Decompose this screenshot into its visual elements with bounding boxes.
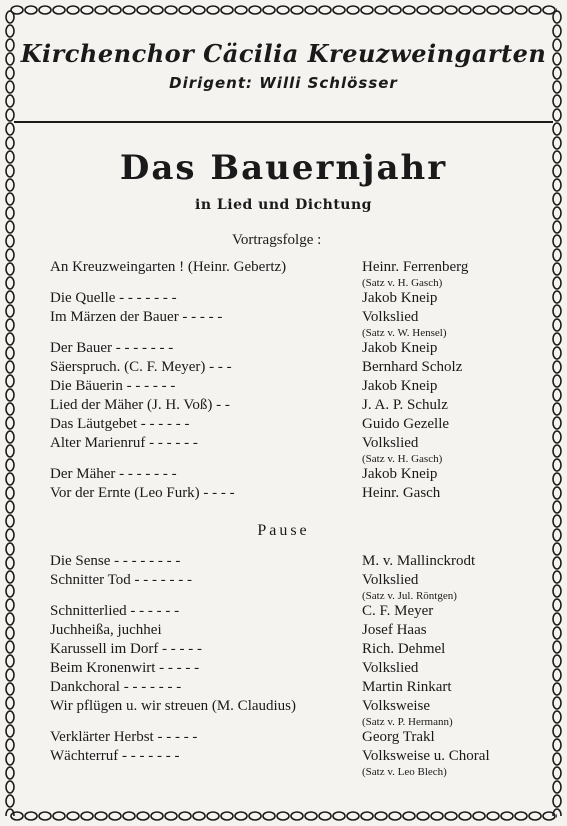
ornamental-border-bottom xyxy=(10,810,557,822)
program-entry xyxy=(50,415,520,434)
header-divider xyxy=(14,121,553,123)
entry-title: Das Läutgebet - - - - - - xyxy=(50,416,190,432)
entry-composer: Jakob Kneip xyxy=(362,340,438,356)
entry-composer: M. v. Mallinckrodt xyxy=(362,553,476,569)
entry-composer-cell xyxy=(362,602,520,621)
program-entry xyxy=(50,678,520,697)
entry-composer: J. A. P. Schulz xyxy=(362,397,448,413)
entry-title: Die Quelle - - - - - - - xyxy=(50,290,177,306)
program-subtitle: in Lied und Dichtung xyxy=(195,197,372,213)
entry-composer-cell xyxy=(362,678,520,697)
program-entry xyxy=(50,258,520,289)
entry-title: Säerspruch. (C. F. Meyer) - - - xyxy=(50,359,232,375)
entry-arrangement-note: (Satz v. Leo Blech) xyxy=(362,766,447,778)
program-entry xyxy=(50,659,520,678)
entry-title: Der Mäher - - - - - - - xyxy=(50,466,177,482)
conductor-line: Dirigent: Willi Schlösser xyxy=(169,74,398,92)
entry-title: Der Bauer - - - - - - - xyxy=(50,340,174,356)
entry-composer-cell xyxy=(362,552,520,571)
entry-composer-cell xyxy=(362,747,520,778)
program-entry xyxy=(50,308,520,339)
program-heading: Vortragsfolge : xyxy=(232,232,322,248)
entry-title: Wächterruf - - - - - - - xyxy=(50,748,180,764)
entry-title: Wir pflügen u. wir streuen (M. Claudius) xyxy=(50,698,297,714)
entry-title: Im Märzen der Bauer - - - - - xyxy=(50,309,223,325)
entry-composer-cell xyxy=(362,258,520,289)
entry-title: An Kreuzweingarten ! (Heinr. Gebertz) xyxy=(50,259,287,275)
entry-composer-cell xyxy=(362,640,520,659)
entry-composer: Volkslied xyxy=(362,660,419,676)
entry-title: Alter Marienruf - - - - - - xyxy=(50,435,198,451)
entry-composer: Volksweise xyxy=(362,698,431,714)
entry-composer: Jakob Kneip xyxy=(362,378,438,394)
entry-title: Vor der Ernte (Leo Furk) - - - - xyxy=(50,485,235,501)
entry-title: Schnitterlied - - - - - - xyxy=(50,603,180,619)
ornamental-border-top xyxy=(10,4,557,16)
program-entry xyxy=(50,377,520,396)
choir-name: Kirchenchor Cäcilia Kreuzweingarten xyxy=(20,39,547,68)
entry-composer: Volkslied xyxy=(362,309,419,325)
program-part-2 xyxy=(50,552,520,778)
program-entry xyxy=(50,602,520,621)
entry-composer-cell xyxy=(362,697,520,728)
entry-composer: Georg Trakl xyxy=(362,729,435,745)
entry-title: Karussell im Dorf - - - - - xyxy=(50,641,203,657)
entry-composer: Heinr. Gasch xyxy=(362,485,441,501)
entry-composer: Jakob Kneip xyxy=(362,290,438,306)
program-title: Das Bauernjahr xyxy=(119,148,448,188)
entry-composer: Volksweise u. Choral xyxy=(362,748,490,764)
header xyxy=(20,40,547,92)
entry-arrangement-note: (Satz v. P. Hermann) xyxy=(362,716,453,728)
program-entry xyxy=(50,697,520,728)
entry-title: Die Sense - - - - - - - - xyxy=(50,553,181,569)
program-entry xyxy=(50,358,520,377)
entry-title: Lied der Mäher (J. H. Voß) - - xyxy=(50,397,230,413)
entry-composer: Volkslied xyxy=(362,572,419,588)
entry-composer: C. F. Meyer xyxy=(362,603,434,619)
program-entry xyxy=(50,339,520,358)
entry-title: Dankchoral - - - - - - - xyxy=(50,679,182,695)
program-entry xyxy=(50,640,520,659)
entry-composer-cell xyxy=(362,434,520,465)
entry-composer-cell xyxy=(362,289,520,308)
program-entry xyxy=(50,621,520,640)
entry-composer: Bernhard Scholz xyxy=(362,359,463,375)
entry-arrangement-note: (Satz v. H. Gasch) xyxy=(362,277,443,289)
program-part-1 xyxy=(50,258,520,503)
entry-composer-cell xyxy=(362,571,520,602)
entry-composer-cell xyxy=(362,728,520,747)
entry-title: Juchheißa, juchhei xyxy=(50,622,162,638)
ornamental-border-right xyxy=(551,10,563,816)
program-entry xyxy=(50,484,520,503)
entry-composer-cell xyxy=(362,358,520,377)
entry-composer-cell xyxy=(362,415,520,434)
pause-label: Pause xyxy=(257,522,310,539)
program-entry xyxy=(50,434,520,465)
entry-composer-cell xyxy=(362,396,520,415)
entry-composer: Heinr. Ferrenberg xyxy=(362,259,469,275)
program-entry xyxy=(50,552,520,571)
entry-composer: Josef Haas xyxy=(362,622,427,638)
entry-composer: Rich. Dehmel xyxy=(362,641,446,657)
entry-arrangement-note: (Satz v. W. Hensel) xyxy=(362,327,447,339)
entry-composer: Volkslied xyxy=(362,435,419,451)
entry-title: Beim Kronenwirt - - - - - xyxy=(50,660,200,676)
entry-composer: Jakob Kneip xyxy=(362,466,438,482)
entry-composer-cell xyxy=(362,484,520,503)
entry-title: Schnitter Tod - - - - - - - xyxy=(50,572,192,588)
program-entry xyxy=(50,728,520,747)
entry-composer: Guido Gezelle xyxy=(362,416,450,432)
entry-title: Verklärter Herbst - - - - - xyxy=(50,729,198,745)
entry-title: Die Bäuerin - - - - - - xyxy=(50,378,176,394)
program-entry xyxy=(50,571,520,602)
entry-composer-cell xyxy=(362,465,520,484)
entry-arrangement-note: (Satz v. Jul. Röntgen) xyxy=(362,590,457,602)
entry-arrangement-note: (Satz v. H. Gasch) xyxy=(362,453,443,465)
entry-composer: Martin Rinkart xyxy=(362,679,452,695)
entry-composer-cell xyxy=(362,339,520,358)
program-entry xyxy=(50,396,520,415)
ornamental-border-left xyxy=(4,10,16,816)
program-entry xyxy=(50,289,520,308)
entry-composer-cell xyxy=(362,377,520,396)
entry-composer-cell xyxy=(362,659,520,678)
program-entry xyxy=(50,465,520,484)
entry-composer-cell xyxy=(362,621,520,640)
program-entry xyxy=(50,747,520,778)
entry-composer-cell xyxy=(362,308,520,339)
